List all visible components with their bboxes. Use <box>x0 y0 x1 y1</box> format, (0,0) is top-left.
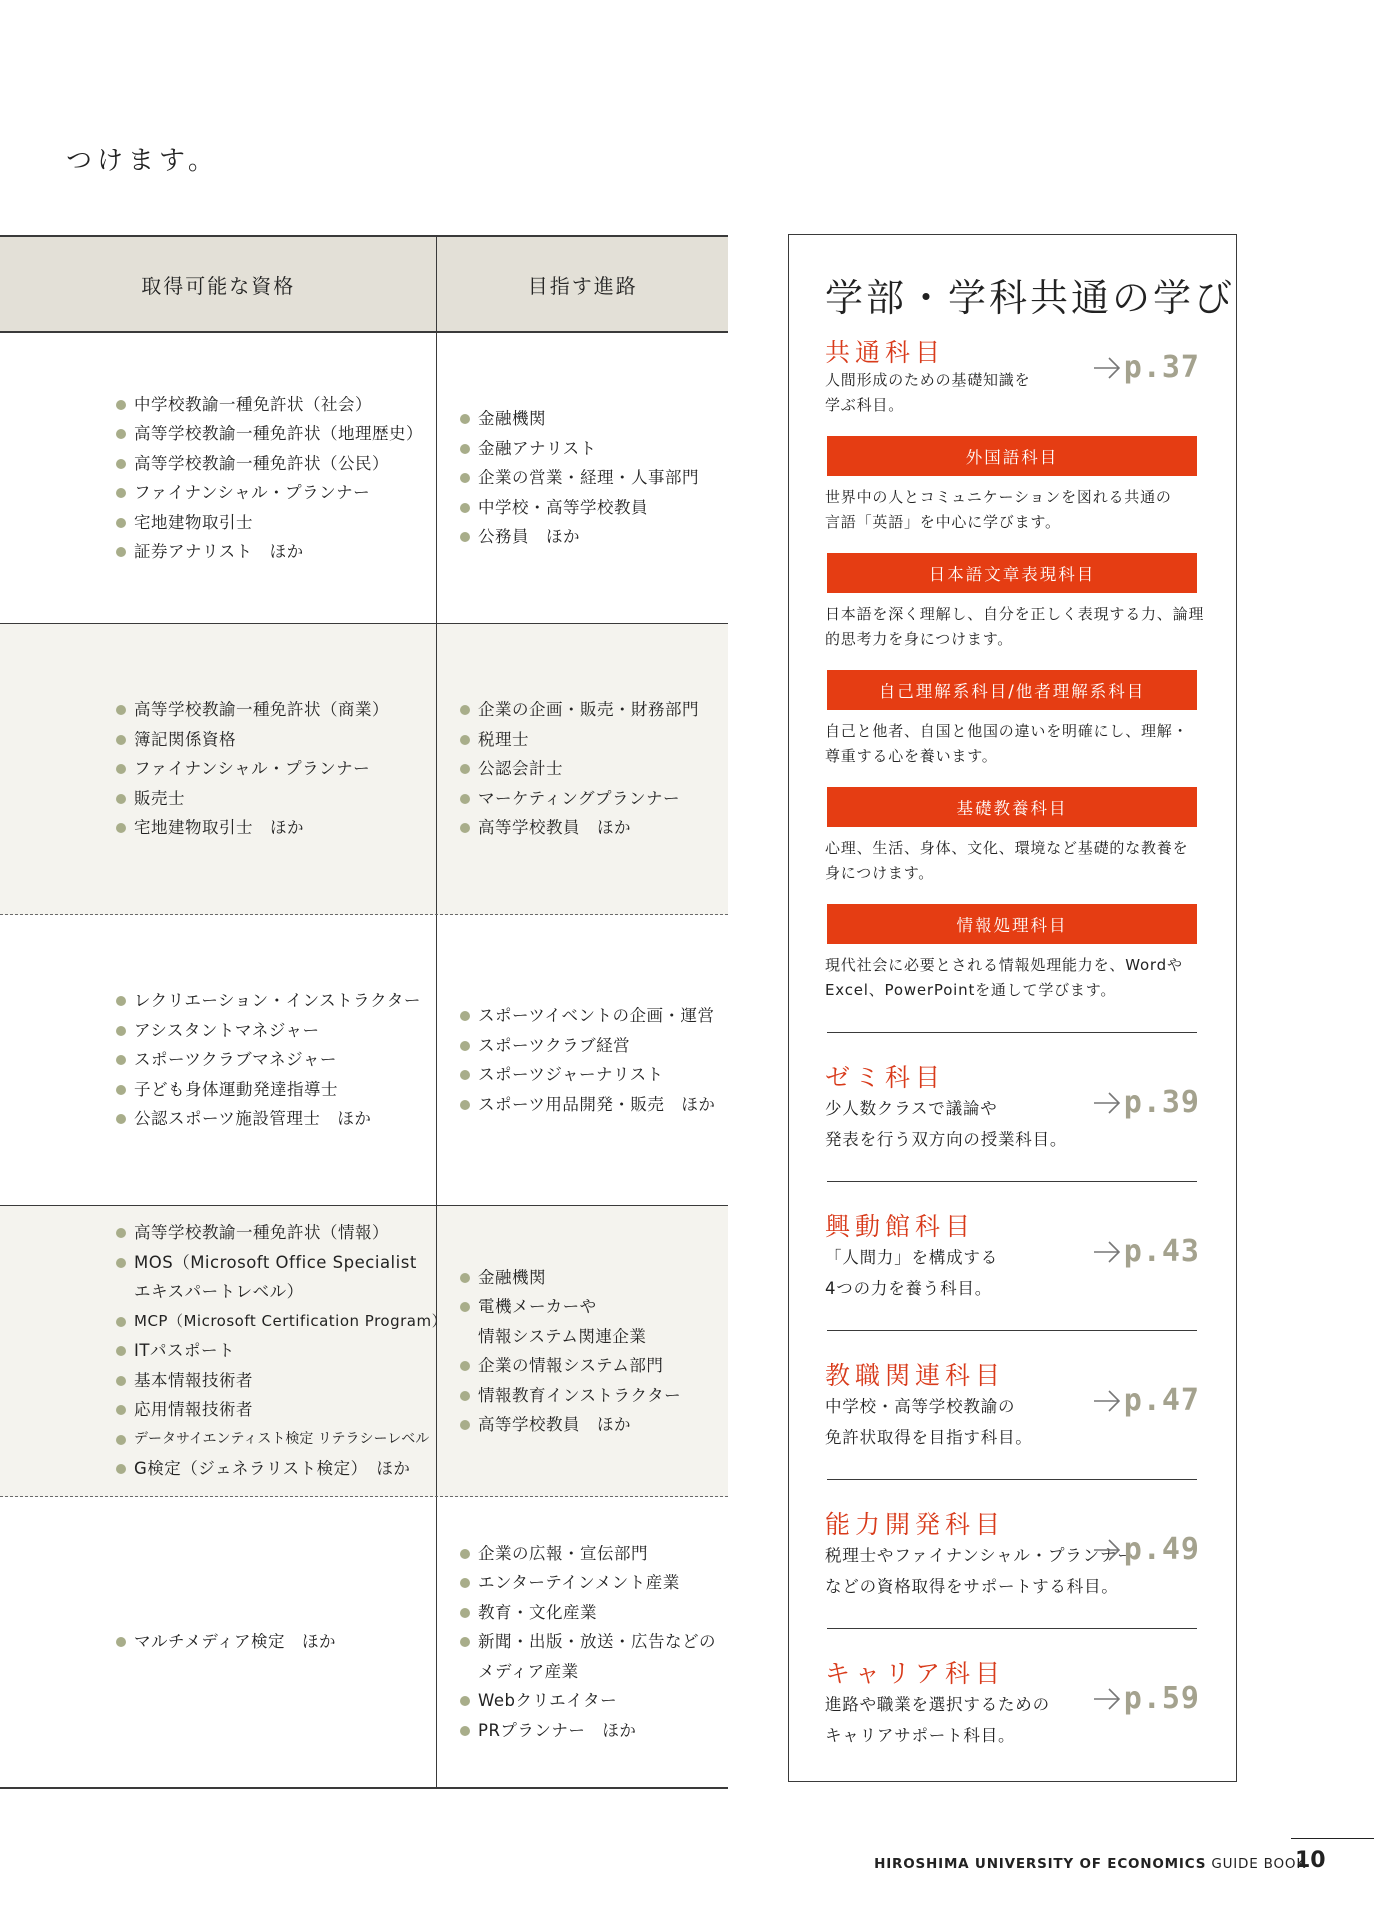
table-row <box>0 1206 728 1497</box>
list-item: 高等学校教諭一種免許状（情報） <box>116 1218 447 1248</box>
list-item: 金融アナリスト <box>460 434 699 464</box>
list-item: 宅地建物取引士 ほか <box>116 813 389 843</box>
arrow-right-icon <box>1092 1535 1122 1565</box>
page-number: 10 <box>1295 1848 1326 1873</box>
table-header <box>0 235 728 333</box>
page-reference[interactable]: p.49 <box>1092 1532 1200 1567</box>
section-desc: 人間形成のための基礎知識を 学ぶ科目。 <box>825 371 1031 414</box>
list-item: 情報システム関連企業 <box>478 1326 647 1346</box>
subject-desc: 日本語を深く理解し、自分を正しく表現する力、論理 的思考力を身につけます。 <box>825 605 1205 648</box>
subject-label: 情報処理科目 <box>827 904 1197 944</box>
career-cell <box>437 1497 728 1787</box>
divider <box>827 1628 1197 1629</box>
list-item: 高等学校教諭一種免許状（地理歴史） <box>116 419 423 449</box>
list-item: 中学校教諭一種免許状（社会） <box>116 390 423 420</box>
divider <box>827 1479 1197 1480</box>
subject-desc: 心理、生活、身体、文化、環境など基礎的な教養を 身につけます。 <box>825 839 1189 882</box>
list-item: レクリエーション・インストラクター <box>116 986 421 1016</box>
list-item: エンターテインメント産業 <box>460 1568 716 1598</box>
list-item: 公務員 ほか <box>460 522 699 552</box>
table-row <box>0 1497 728 1789</box>
arrow-right-icon <box>1092 1386 1122 1416</box>
footer-rule <box>1291 1838 1374 1839</box>
list-item: 情報教育インストラクター <box>460 1381 681 1411</box>
page-reference[interactable]: p.37 <box>1092 350 1200 385</box>
header-careers: 目指す進路 <box>527 273 638 298</box>
list-item: 宅地建物取引士 <box>116 508 423 538</box>
list-item: 中学校・高等学校教員 <box>460 493 699 523</box>
list-item: スポーツジャーナリスト <box>460 1060 715 1090</box>
list-item: 簿記関係資格 <box>116 725 389 755</box>
section-title: キャリア科目 <box>825 1659 1006 1688</box>
list-item: 基本情報技術者 <box>116 1366 447 1396</box>
qualification-cell <box>0 624 437 914</box>
list-item: PRプランナー ほか <box>460 1716 716 1746</box>
career-cell <box>437 624 728 914</box>
divider <box>827 1330 1197 1331</box>
section-desc: 税理士やファイナンシャル・プランナー などの資格取得をサポートする科目。 <box>825 1546 1135 1596</box>
subject-desc: 現代社会に必要とされる情報処理能力を、Wordや Excel、PowerPointを通して学びます。 <box>825 956 1183 999</box>
section-desc: 中学校・高等学校教諭の 免許状取得を目指す科目。 <box>825 1397 1033 1447</box>
common-learning-panel <box>788 234 1237 1782</box>
list-item: 子ども身体運動発達指導士 <box>116 1075 421 1105</box>
list-item: 教育・文化産業 <box>460 1598 716 1628</box>
list-item: 金融機関 <box>460 1263 681 1293</box>
qualification-cell <box>0 1206 448 1496</box>
list-item: 企業の広報・宣伝部門 <box>460 1539 716 1569</box>
list-item: MCP（Microsoft Certification Program） <box>116 1307 447 1337</box>
career-cell <box>437 1206 728 1496</box>
list-item: スポーツクラブ経営 <box>460 1031 715 1061</box>
page-reference[interactable]: p.43 <box>1092 1234 1200 1269</box>
footer-text <box>874 1856 1306 1872</box>
section-desc: 進路や職業を選択するための キャリアサポート科目。 <box>825 1695 1050 1745</box>
list-item: スポーツクラブマネジャー <box>116 1045 421 1075</box>
list-item: 高等学校教員 ほか <box>460 1410 681 1440</box>
list-item: 新聞・出版・放送・広告などの <box>460 1627 716 1657</box>
footer-university: HIROSHIMA UNIVERSITY OF ECONOMICS <box>874 1856 1207 1872</box>
list-item: 公認会計士 <box>460 754 699 784</box>
arrow-right-icon <box>1092 1237 1122 1267</box>
list-item: 高等学校教員 ほか <box>460 813 699 843</box>
page-reference[interactable]: p.47 <box>1092 1383 1200 1418</box>
career-cell <box>437 915 728 1205</box>
list-item: エキスパートレベル） <box>134 1282 304 1302</box>
qualification-cell <box>0 915 437 1205</box>
page-reference[interactable]: p.59 <box>1092 1681 1200 1716</box>
section-title: 教職関連科目 <box>825 1361 1006 1390</box>
arrow-right-icon <box>1092 1684 1122 1714</box>
table-row <box>0 333 728 624</box>
list-item: ITパスポート <box>116 1336 447 1366</box>
list-item: 公認スポーツ施設管理士 ほか <box>116 1104 421 1134</box>
section-desc: 「人間力」を構成する 4つの力を養う科目。 <box>825 1248 998 1298</box>
list-item: ファイナンシャル・プランナー <box>116 754 389 784</box>
list-item: 金融機関 <box>460 404 699 434</box>
list-item: 企業の情報システム部門 <box>460 1351 681 1381</box>
arrow-right-icon <box>1092 1088 1122 1118</box>
intro-text: つけます。 <box>66 146 219 176</box>
section-title-common: 共通科目 <box>825 338 946 367</box>
list-item: G検定（ジェネラリスト検定） ほか <box>116 1454 447 1484</box>
subject-label: 日本語文章表現科目 <box>827 553 1197 593</box>
list-item: MOS（Microsoft Office Specialist <box>116 1248 447 1278</box>
list-item: 電機メーカーや <box>460 1292 681 1322</box>
qualification-career-table <box>0 235 728 1789</box>
list-item: メディア産業 <box>478 1661 579 1681</box>
panel-title: 学部・学科共通の学び <box>825 276 1236 320</box>
arrow-right-icon <box>1092 353 1122 383</box>
list-item: データサイエンティスト検定 リテラシーレベル <box>116 1425 447 1455</box>
list-item: 販売士 <box>116 784 389 814</box>
list-item: アシスタントマネジャー <box>116 1016 421 1046</box>
list-item: ファイナンシャル・プランナー <box>116 478 423 508</box>
list-item: マルチメディア検定 ほか <box>116 1627 336 1657</box>
list-item: マーケティングプランナー <box>460 784 699 814</box>
list-item: 応用情報技術者 <box>116 1395 447 1425</box>
career-cell <box>437 333 728 623</box>
list-item: スポーツイベントの企画・運営 <box>460 1001 715 1031</box>
table-row <box>0 915 728 1206</box>
header-qualifications: 取得可能な資格 <box>0 237 437 331</box>
table-row <box>0 624 728 915</box>
list-item: 税理士 <box>460 725 699 755</box>
subject-label: 自己理解系科目/他者理解系科目 <box>827 670 1197 710</box>
page-reference[interactable]: p.39 <box>1092 1085 1200 1120</box>
section-desc: 少人数クラスで議論や 発表を行う双方向の授業科目。 <box>825 1099 1068 1149</box>
list-item: スポーツ用品開発・販売 ほか <box>460 1090 715 1120</box>
list-item: 高等学校教諭一種免許状（商業） <box>116 695 389 725</box>
subject-label: 基礎教養科目 <box>827 787 1197 827</box>
section-title: ゼミ科目 <box>825 1063 946 1092</box>
subject-desc: 世界中の人とコミュニケーションを図れる共通の 言語「英語」を中心に学びます。 <box>825 488 1172 531</box>
footer-book: GUIDE BOOK <box>1211 1856 1306 1872</box>
subject-label: 外国語科目 <box>827 436 1197 476</box>
list-item: 企業の企画・販売・財務部門 <box>460 695 699 725</box>
divider <box>827 1032 1197 1033</box>
divider <box>827 1181 1197 1182</box>
subject-desc: 自己と他者、自国と他国の違いを明確にし、理解・ 尊重する心を養います。 <box>825 722 1189 765</box>
list-item: 高等学校教諭一種免許状（公民） <box>116 449 423 479</box>
list-item: Webクリエイター <box>460 1686 716 1716</box>
list-item: 証券アナリスト ほか <box>116 537 423 567</box>
qualification-cell <box>0 333 437 623</box>
list-item: 企業の営業・経理・人事部門 <box>460 463 699 493</box>
section-title: 能力開発科目 <box>825 1510 1006 1539</box>
section-title: 興動館科目 <box>825 1212 976 1241</box>
qualification-cell <box>0 1497 437 1787</box>
